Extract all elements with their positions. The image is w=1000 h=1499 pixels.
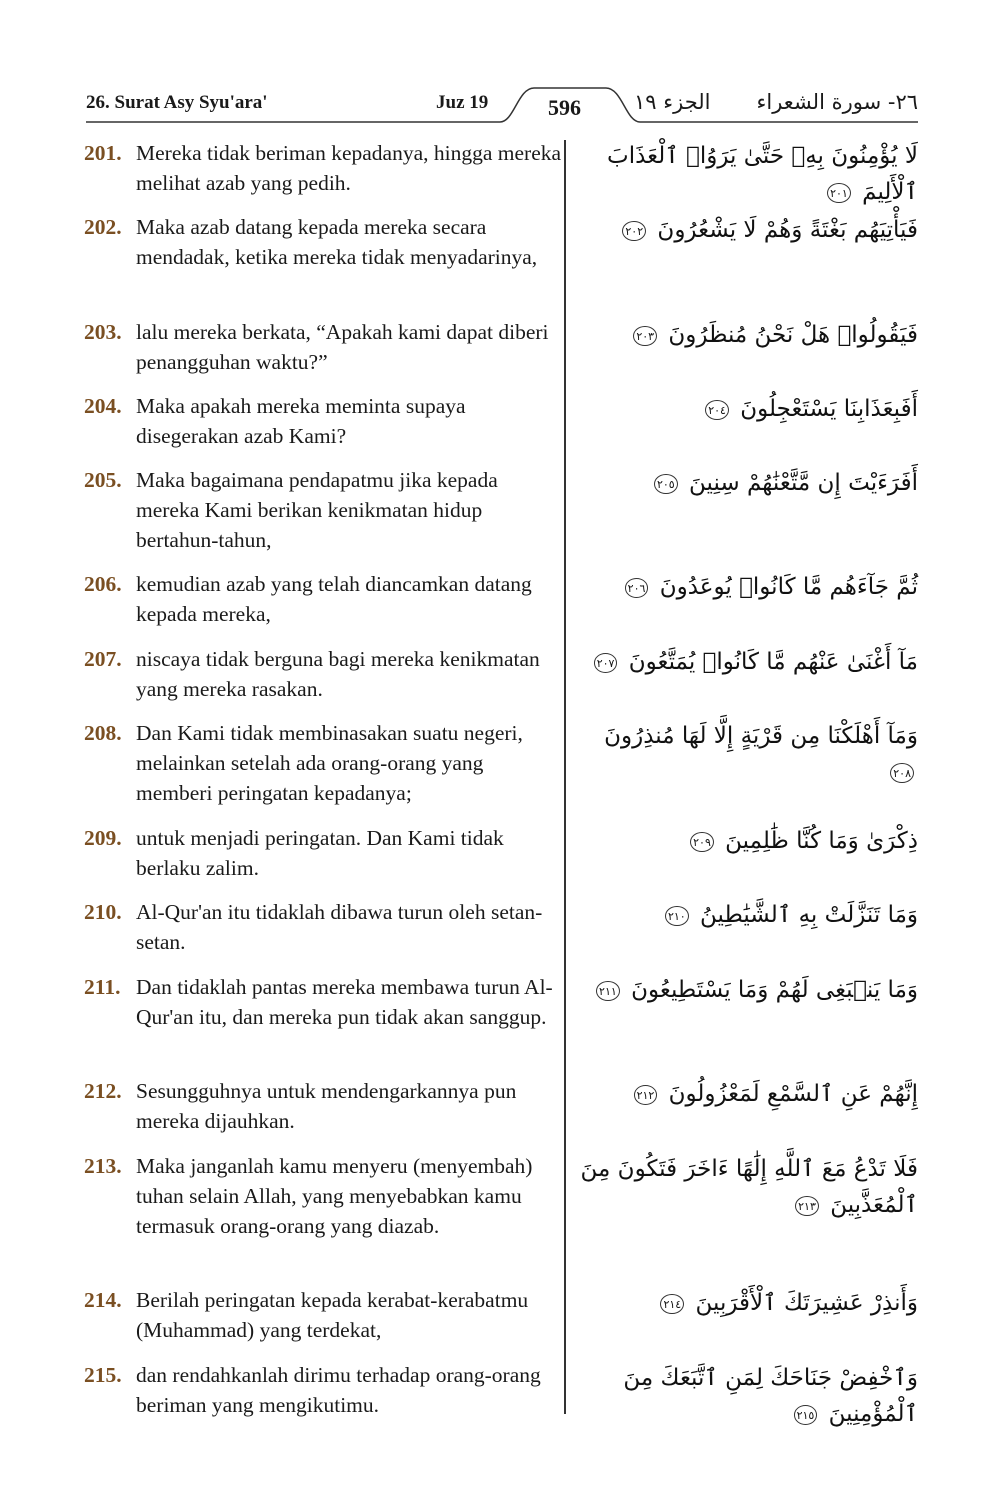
arabic-verse <box>572 391 918 427</box>
ayah-end-marker: ٢٠٢ <box>622 221 646 241</box>
column-divider <box>564 140 566 1414</box>
verse-number: 210. <box>84 900 122 924</box>
verse-number: 215. <box>84 1363 122 1387</box>
verse-number: 212. <box>84 1079 122 1103</box>
arabic-text: ذِكْرَىٰ وَمَا كُنَّا ظَٰلِمِينَ <box>725 828 918 854</box>
verse-number: 202. <box>84 215 122 239</box>
arabic-text: فَيَقُولُوا۟ هَلْ نَحْنُ مُنظَرُونَ <box>668 322 918 348</box>
ayah-end-marker: ٢١١ <box>596 981 620 1001</box>
verse-text: Berilah peringatan kepada kerabat-kerabatmu (Muhammad) yang terdekat, <box>136 1288 529 1342</box>
verse-number: 209. <box>84 826 122 850</box>
ayah-end-marker: ٢٠٥ <box>654 474 678 494</box>
verse-translation <box>84 1151 562 1241</box>
verse-translation <box>84 212 562 272</box>
verse-translation <box>84 823 562 883</box>
verse-text: kemudian azab yang telah diancamkan datang kepada mereka, <box>136 572 532 626</box>
verse-text: niscaya tidak berguna bagi mereka kenikmatan yang mereka rasakan. <box>136 647 540 701</box>
verse-text: Maka bagaimana pendapatmu jika kepada mereka Kami berikan kenikmatan hidup bertahun-tahun, <box>136 468 498 552</box>
surah-title-latin: 26. Surat Asy Syu'ara' <box>86 92 268 113</box>
page-header <box>86 84 918 126</box>
verse-text: Al-Qur'an itu tidaklah dibawa turun oleh setan-setan. <box>136 900 543 954</box>
arabic-verse <box>572 138 918 210</box>
arabic-text: أَفَبِعَذَابِنَا يَسْتَعْجِلُونَ <box>740 396 918 422</box>
verse-number: 208. <box>84 721 122 745</box>
verse-text: Mereka tidak beriman kepadanya, hingga mereka melihat azab yang pedih. <box>136 141 562 195</box>
verse-number: 207. <box>84 647 122 671</box>
ayah-end-marker: ٢٠٧ <box>594 653 618 673</box>
surah-title-arabic: ٢٦- سورة الشعراء <box>756 90 918 114</box>
verse-translation <box>84 972 562 1032</box>
arabic-verse <box>572 317 918 353</box>
arabic-verse <box>572 465 918 501</box>
ayah-end-marker: ٢٠١ <box>827 183 851 203</box>
verse-text: Sesungguhnya untuk mendengarkannya pun mereka dijauhkan. <box>136 1079 517 1133</box>
verse-number: 211. <box>84 975 121 999</box>
arabic-verse <box>572 972 918 1008</box>
verse-number: 204. <box>84 394 122 418</box>
verse-text: lalu mereka berkata, “Apakah kami dapat diberi penangguhan waktu?” <box>136 320 549 374</box>
arabic-verse <box>572 823 918 859</box>
verse-text: Dan Kami tidak membinasakan suatu negeri, melainkan setelah ada orang-orang yang memberi peringatan kepadanya; <box>136 721 523 805</box>
arabic-verse <box>572 897 918 933</box>
ayah-end-marker: ٢١٤ <box>660 1294 684 1314</box>
arabic-verse <box>572 718 918 790</box>
verse-number: 214. <box>84 1288 122 1312</box>
verse-translation <box>84 569 562 629</box>
verse-translation <box>84 1076 562 1136</box>
arabic-text: مَآ أَغْنَىٰ عَنْهُم مَّا كَانُوا۟ يُمَتَّعُونَ <box>628 649 918 675</box>
arabic-text: لَا يُؤْمِنُونَ بِهِۦ حَتَّىٰ يَرَوُا۟ ٱلْعَذَابَ ٱلْأَلِيمَ <box>607 143 918 205</box>
arabic-verse <box>572 1151 918 1223</box>
arabic-text: وَمَا يَنۢبَغِى لَهُمْ وَمَا يَسْتَطِيعُونَ <box>631 977 918 1003</box>
verse-translation <box>84 391 562 451</box>
verse-text: Dan tidaklah pantas mereka membawa turun Al-Qur'an itu, dan mereka pun tidak akan sanggup. <box>136 975 553 1029</box>
arabic-text: فَيَأْتِيَهُم بَغْتَةً وَهُمْ لَا يَشْعُرُونَ <box>657 217 918 243</box>
arabic-verse <box>572 1076 918 1112</box>
arabic-text: وَمَا تَنَزَّلَتْ بِهِ ٱلشَّيَٰطِينُ <box>700 902 918 928</box>
verse-text: Maka janganlah kamu menyeru (menyembah) tuhan selain Allah, yang menyebabkan kamu termasuk orang-orang yang diazab. <box>136 1154 533 1238</box>
arabic-verse <box>572 212 918 248</box>
verse-translation <box>84 465 562 555</box>
verse-translation <box>84 1285 562 1345</box>
juz-label-latin: Juz 19 <box>436 92 489 113</box>
verse-translation <box>84 317 562 377</box>
ayah-end-marker: ٢١٣ <box>795 1196 819 1216</box>
verse-number: 201. <box>84 141 122 165</box>
arabic-text: وَأَنذِرْ عَشِيرَتَكَ ٱلْأَقْرَبِينَ <box>695 1290 918 1316</box>
arabic-text: أَفَرَءَيْتَ إِن مَّتَّعْنَٰهُمْ سِنِينَ <box>689 470 918 496</box>
arabic-verse <box>572 569 918 605</box>
juz-label-arabic: الجزء ١٩ <box>634 90 711 114</box>
arabic-text: ثُمَّ جَآءَهُم مَّا كَانُوا۟ يُوعَدُونَ <box>659 574 918 600</box>
verse-text: Maka azab datang kepada mereka secara mendadak, ketika mereka tidak menyadarinya, <box>136 215 538 269</box>
verse-number: 213. <box>84 1154 122 1178</box>
verse-translation <box>84 1360 562 1420</box>
verse-translation <box>84 644 562 704</box>
ayah-end-marker: ٢٠٣ <box>633 326 657 346</box>
verse-text: untuk menjadi peringatan. Dan Kami tidak berlaku zalim. <box>136 826 504 880</box>
arabic-text: إِنَّهُمْ عَنِ ٱلسَّمْعِ لَمَعْزُولُونَ <box>668 1081 918 1107</box>
verse-translation <box>84 138 562 198</box>
verse-translation <box>84 718 562 808</box>
verse-translation <box>84 897 562 957</box>
ayah-end-marker: ٢١٢ <box>634 1085 658 1105</box>
verse-number: 205. <box>84 468 122 492</box>
verse-text: dan rendahkanlah dirimu terhadap orang-orang beriman yang mengikutimu. <box>136 1363 541 1417</box>
arabic-verse <box>572 644 918 680</box>
ayah-end-marker: ٢٠٩ <box>690 832 714 852</box>
verse-text: Maka apakah mereka meminta supaya disegerakan azab Kami? <box>136 394 466 448</box>
arabic-text: فَلَا تَدْعُ مَعَ ٱللَّهِ إِلَٰهًا ءَاخَرَ فَتَكُونَ مِنَ ٱلْمُعَذَّبِينَ <box>580 1156 918 1218</box>
ayah-end-marker: ٢٠٤ <box>705 400 729 420</box>
arabic-text: وَٱخْفِضْ جَنَاحَكَ لِمَنِ ٱتَّبَعَكَ مِنَ ٱلْمُؤْمِنِينَ <box>623 1365 918 1427</box>
page-number: 596 <box>548 95 581 120</box>
arabic-verse <box>572 1285 918 1321</box>
ayah-end-marker: ٢١٥ <box>794 1405 818 1425</box>
verse-number: 203. <box>84 320 122 344</box>
ayah-end-marker: ٢٠٦ <box>625 578 649 598</box>
ayah-end-marker: ٢١٠ <box>665 906 689 926</box>
arabic-text: وَمَآ أَهْلَكْنَا مِن قَرْيَةٍ إِلَّا لَهَا مُنذِرُونَ <box>604 723 918 749</box>
arabic-verse <box>572 1360 918 1432</box>
ayah-end-marker: ٢٠٨ <box>890 763 914 783</box>
verse-number: 206. <box>84 572 122 596</box>
